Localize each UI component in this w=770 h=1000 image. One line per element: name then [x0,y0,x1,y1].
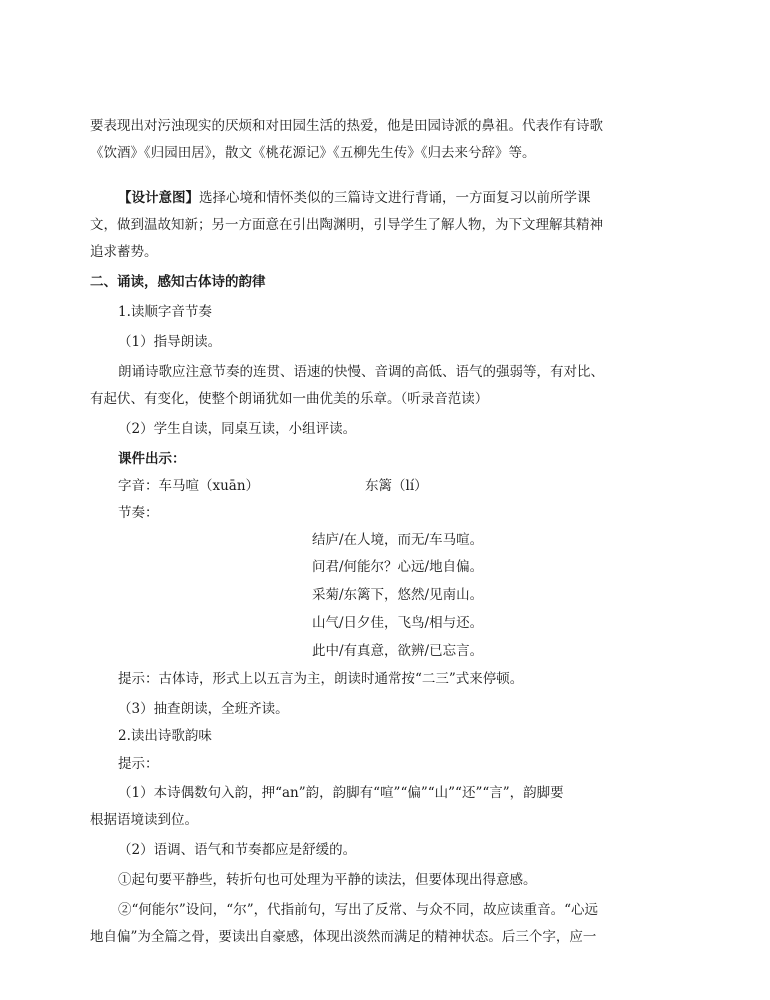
subsection-2-title: 2.读出诗歌韵味 [118,728,212,744]
poem-line: 山气/日夕佳，飞鸟/相与还。 [312,615,484,631]
intro-line-1: 要表现出对污浊现实的厌烦和对田园生活的热爱，他是田园诗派的鼻祖。代表作有诗歌 [90,118,603,134]
point-1: ①起句要平静些，转折句也可处理为平静的读法，但要体现出得意感。 [118,872,537,888]
rhyme-line-2: 根据语境读到位。 [90,812,198,828]
reading-guide-line-1: 朗诵诗歌应注意节奏的连贯、语速的快慢、音调的高低、语气的强弱等，有对比、 [118,364,604,380]
design-intent-line-3: 追求蓄势。 [90,244,158,260]
step-3: （3）抽查朗读，全班齐读。 [118,701,289,717]
rhythm-label: 节奏： [118,505,159,521]
step-2: （2）学生自读，同桌互读，小组评读。 [118,421,357,437]
design-intent-line-1 [118,188,591,208]
poem-line: 采菊/东篱下，悠然/见南山。 [312,587,484,603]
pronunciation-second: 东篱（lí） [365,478,428,494]
section-2-heading: 二、诵读，感知古体诗的韵律 [90,274,266,290]
poem-line: 此中/有真意，欲辨/已忘言。 [312,643,484,659]
design-intent-label: 【设计意图】 [118,190,199,206]
reading-guide-line-2: 有起伏、有变化，使整个朗诵犹如一曲优美的乐章。（听录音范读） [90,391,489,407]
subsection-1-title: 1.读顺字音节奏 [118,304,212,320]
poem-line: 问君/何能尔？心远/地自偏。 [312,559,484,575]
hint-label: 提示： [118,756,159,772]
point-2-line-1: ②“何能尔”设问，“尔”，代指前句，写出了反常、与众不同，故应读重音。“心远 [118,902,599,918]
hint-1: 提示：古体诗，形式上以五言为主，朗读时通常按“二三”式来停顿。 [118,671,524,687]
point-2-line-2: 地自偏”为全篇之骨，要读出自豪感，体现出淡然而满足的精神状态。后三个字，应一 [90,929,597,945]
design-intent-text-1: 选择心境和情怀类似的三篇诗文进行背诵，一方面复习以前所学课 [199,190,591,206]
tone-line: （2）语调、语气和节奏都应是舒缓的。 [118,842,357,858]
design-intent-line-2: 文，做到温故知新；另一方面意在引出陶渊明，引导学生了解人物，为下文理解其精神 [90,217,603,233]
pronunciation-first: 字音：车马喧（xuān） [118,478,260,494]
intro-line-2: 《饮酒》《归园田居》，散文《桃花源记》《五柳先生传》《归去来兮辞》等。 [90,145,536,161]
step-1: （1）指导朗读。 [118,334,222,350]
courseware-label: 课件出示： [118,451,186,467]
poem-line: 结庐/在人境，而无/车马喧。 [312,532,484,548]
rhyme-line-1: （1）本诗偶数句入韵，押“an”韵，韵脚有“喧”“偏”“山”“还”“言”，韵脚要 [118,785,564,801]
